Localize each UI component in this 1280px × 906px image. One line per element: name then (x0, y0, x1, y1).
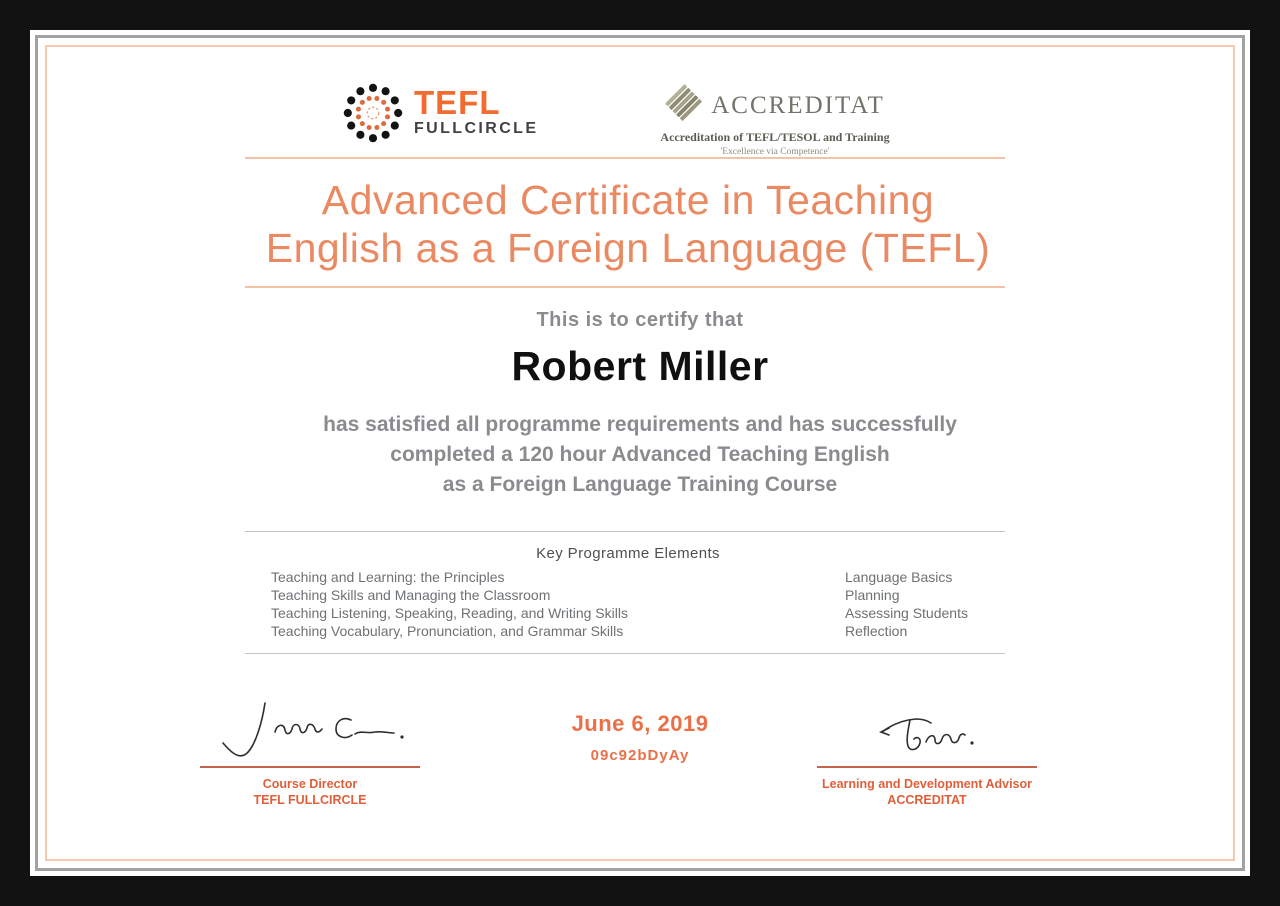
right-signatory-block (817, 766, 1037, 808)
programme-item: Teaching Skills and Managing the Classroom (271, 587, 551, 603)
diamond-stack-logo-icon (665, 84, 703, 127)
dot-circle-logo-icon (342, 82, 404, 149)
left-signature-line (200, 766, 420, 768)
programme-right-column (845, 568, 968, 640)
certificate-title-line2: English as a Foreign Language (TEFL) (265, 225, 991, 271)
programme-top-rule (245, 531, 1005, 532)
certificate-title (200, 176, 1056, 272)
right-signatory-role: Learning and Development Advisor (822, 777, 1032, 791)
recipient-name: Robert Miller (511, 343, 769, 389)
accreditat-wordmark: ACCREDITAT (711, 91, 885, 119)
tefl-fullcircle-logo (342, 82, 538, 149)
certify-intro: This is to certify that (536, 309, 744, 331)
title-top-rule (245, 157, 1005, 159)
certificate-title-line1: Advanced Certificate in Teaching (321, 177, 935, 223)
accreditat-subtitle: Accreditation of TEFL/TESOL and Training (660, 130, 890, 144)
statement-line: has satisfied all programme requirements and has successfully (323, 413, 957, 436)
title-bottom-rule (245, 286, 1005, 288)
programme-heading: Key Programme Elements (536, 545, 720, 562)
statement-line: as a Foreign Language Training Course (442, 473, 838, 496)
programme-left-column (271, 568, 628, 640)
programme-item: Assessing Students (845, 605, 968, 621)
left-signatory-role: Course Director (262, 777, 358, 791)
accreditat-logo (645, 84, 905, 157)
statement-line: completed a 120 hour Advanced Teaching English (390, 443, 890, 466)
programme-item: Reflection (845, 623, 908, 639)
programme-item: Teaching and Learning: the Principles (271, 569, 505, 585)
issue-date: June 6, 2019 (571, 711, 709, 736)
programme-item: Language Basics (845, 569, 953, 585)
advisor-signature-icon (868, 702, 998, 765)
right-signatory-organization: ACCREDITAT (887, 792, 967, 807)
programme-item: Planning (845, 587, 900, 603)
fullcircle-wordmark: FULLCIRCLE (414, 120, 539, 137)
programme-bottom-rule (245, 653, 1005, 654)
programme-item: Teaching Listening, Speaking, Reading, and Writing Skills (271, 605, 628, 621)
tefl-wordmark: TEFL (414, 84, 501, 121)
course-director-signature-icon (205, 693, 420, 770)
accreditat-tagline: 'Excellence via Competence' (720, 147, 830, 157)
programme-item: Teaching Vocabulary, Pronunciation, and Grammar Skills (271, 623, 624, 639)
tefl-logo-text (414, 82, 538, 138)
left-signatory-organization: TEFL FULLCIRCLE (253, 792, 367, 807)
right-signature-line (817, 766, 1037, 768)
certificate-code: 09c92bDyAy (590, 747, 690, 764)
left-signatory-block (200, 766, 420, 808)
certification-statement (140, 410, 1140, 500)
